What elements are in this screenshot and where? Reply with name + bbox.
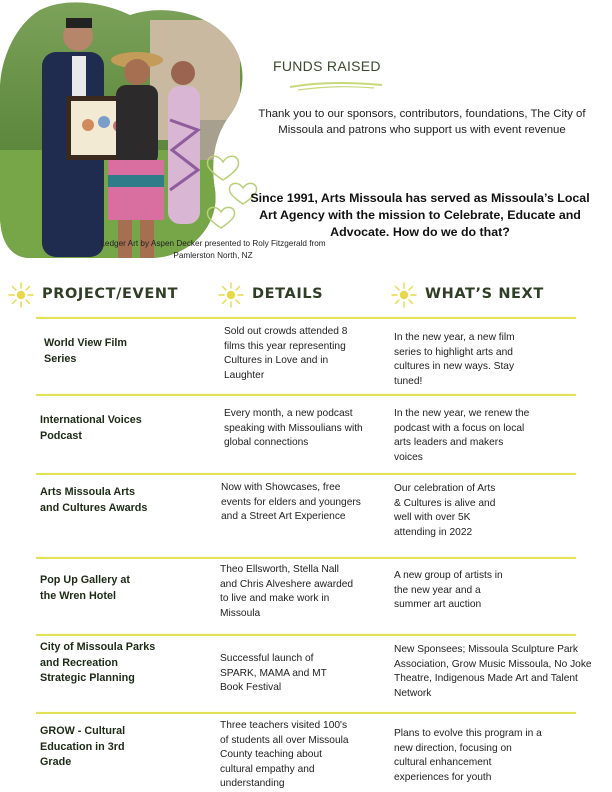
thanks-text: Thank you to our sponsors, contributors, foundations, The City of Missoula and patrons who support us with event revenue — [258, 108, 586, 136]
row-divider — [36, 393, 576, 396]
row-project-grow: GROW - Cultural Education in 3rd Grade — [40, 725, 126, 768]
row-details-parks-planning: Successful launch of SPARK, MAMA and MT Book Festival — [220, 653, 327, 693]
row-divider — [36, 556, 576, 559]
row-divider — [36, 711, 576, 714]
row-next-parks-planning: New Sponsees; Missoula Sculpture Park Association, Grow Music Missoula, No Joke Theatre, Indigenous Made Art and Talent Network — [394, 644, 592, 699]
column-header-details: DETAILS — [252, 286, 324, 302]
row-project-parks-planning: City of Missoula Parks and Recreation Strategic Planning — [40, 641, 156, 684]
row-project-awards: Arts Missoula Arts and Cultures Awards — [40, 486, 148, 514]
heart-icon — [208, 156, 239, 180]
row-divider — [36, 316, 576, 319]
funds-raised-title: FUNDS RAISED — [273, 58, 381, 74]
row-next-pop-up-gallery: A new group of artists in the new year and a summer art auction — [394, 570, 503, 610]
sun-icon — [391, 282, 417, 308]
row-divider — [36, 633, 576, 636]
row-details-pop-up-gallery: Theo Ellsworth, Stella Nall and Chris Alveshere awarded to live and make work in Missoula — [220, 564, 354, 619]
mission-statement: Since 1991, Arts Missoula has served as Missoula’s Local Art Agency with the mission to Celebrate, Educate and Advocate. How do we do that? — [250, 191, 590, 239]
title-underline-swoosh — [288, 80, 384, 92]
sun-icon — [218, 282, 244, 308]
photo-caption: Ledger Art by Aspen Decker presented to Roly Fitzgerald from Pamlerston North, NZ — [100, 239, 326, 260]
heart-icon — [207, 207, 234, 228]
row-project-podcast: International Voices Podcast — [40, 414, 142, 442]
row-details-podcast: Every month, a new podcast speaking with Missoulians with global connections — [224, 408, 363, 448]
row-details-grow: Three teachers visited 100's of students all over Missoula County teaching about cultural empathy and understanding — [220, 720, 349, 789]
column-header-project: PROJECT/EVENT — [42, 286, 179, 302]
column-header-whats-next: WHAT’S NEXT — [425, 286, 544, 302]
row-divider — [36, 472, 576, 475]
row-details-film-series: Sold out crowds attended 8 films this year representing Cultures in Love and in Laughter — [224, 326, 348, 381]
row-details-awards: Now with Showcases, free events for elders and youngers and a Street Art Experience — [221, 482, 361, 522]
row-next-podcast: In the new year, we renew the podcast with a focus on local arts leaders and makers voices — [394, 408, 530, 463]
row-next-film-series: In the new year, a new film series to highlight arts and cultures in new ways. Stay tuned! — [394, 332, 515, 387]
row-project-pop-up-gallery: Pop Up Gallery at the Wren Hotel — [40, 574, 130, 602]
row-next-awards: Our celebration of Arts & Cultures is alive and well with over 5K attending in 2022 — [394, 483, 496, 538]
row-project-film-series: World View Film Series — [44, 337, 127, 365]
row-next-grow: Plans to evolve this program in a new direction, focusing on cultural enhancement experiences for youth — [394, 728, 542, 783]
sun-icon — [8, 282, 34, 308]
